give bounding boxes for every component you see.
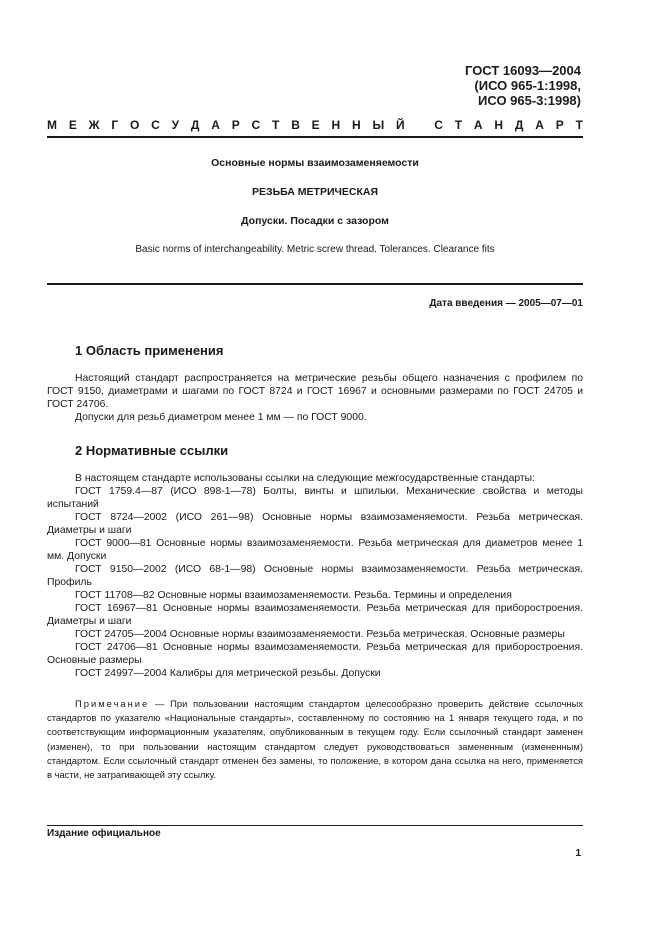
standard-main-title: РЕЗЬБА МЕТРИЧЕСКАЯ bbox=[252, 186, 378, 198]
standard-code-line: ГОСТ 16093—2004 bbox=[465, 63, 581, 78]
section-2-heading: 2 Нормативные ссылки bbox=[75, 443, 229, 458]
standard-code-block bbox=[465, 63, 581, 108]
reference-item: ГОСТ 8724—2002 (ИСО 261—98) Основные нормы взаимозаменяемости. Резьба метрическая. Диаметры и шаги bbox=[47, 512, 583, 536]
edition-label: Издание официальное bbox=[47, 828, 161, 839]
reference-item: ГОСТ 9000—81 Основные нормы взаимозаменяемости. Резьба метрическая для диаметров менее 1 мм. Допуски bbox=[47, 538, 583, 562]
reference-item: ГОСТ 24706—81 Основные нормы взаимозаменяемости. Резьба метрическая для приборостроения. Основные размеры bbox=[47, 642, 583, 666]
paragraph: Настоящий стандарт распространяется на метрические резьбы общего назначения с профилем по ГОСТ 9150, диаметрами и шагами по ГОСТ 8724 и ГОСТ 16967 и основными размерами по ГОСТ 24705 и ГОСТ 24706. bbox=[47, 373, 583, 410]
banner-letter: Р bbox=[231, 118, 240, 132]
effective-date: Дата введения — 2005—07—01 bbox=[429, 298, 583, 309]
iso-reference-line: ИСО 965-3:1998) bbox=[478, 93, 581, 108]
iso-reference-line: (ИСО 965-1:1998, bbox=[474, 78, 581, 93]
section-1-heading: 1 Область применения bbox=[75, 343, 224, 358]
banner-letter: Е bbox=[311, 118, 320, 132]
banner-word-gap bbox=[416, 118, 422, 132]
paragraph: Допуски для резьб диаметром менее 1 мм — по ГОСТ 9000. bbox=[75, 412, 367, 423]
banner-letter: Т bbox=[575, 118, 583, 132]
banner-letter: Н bbox=[351, 118, 361, 132]
banner-letter: С bbox=[151, 118, 160, 132]
english-title: Basic norms of interchangeability. Metric screw thread. Tolerances. Clearance fits bbox=[135, 244, 495, 255]
reference-item: ГОСТ 24705—2004 Основные нормы взаимозаменяемости. Резьба метрическая. Основные размеры bbox=[75, 629, 565, 640]
standard-subtitle: Допуски. Посадки с зазором bbox=[241, 215, 389, 227]
banner-letter: Г bbox=[111, 118, 119, 132]
banner-letter: Д bbox=[190, 118, 200, 132]
banner-letter: Й bbox=[396, 118, 405, 132]
banner-letter: С bbox=[251, 118, 261, 132]
paragraph: В настоящем стандарте использованы ссылки на следующие межгосударственные стандарты: bbox=[75, 473, 536, 484]
banner-letter: Н bbox=[494, 118, 504, 132]
standard-group-title: Основные нормы взаимозаменяемости bbox=[211, 157, 419, 169]
reference-item: ГОСТ 9150—2002 (ИСО 68-1—98) Основные нормы взаимозаменяемости. Резьба метрическая. Профиль bbox=[47, 564, 583, 588]
banner-letter: У bbox=[171, 118, 180, 132]
note-block bbox=[47, 697, 583, 782]
banner-letter: Ж bbox=[88, 118, 100, 132]
page-number: 1 bbox=[575, 848, 581, 859]
note-text: — При пользовании настоящим стандартом целесообразно проверить действие ссылочных стандартов по указателю «Национальные стандарты», составленному по состоянию на 1 января текущего года, и по соответствующим информационным указателям, опубликованным в текущем году. Если ссылочный стандарт заменен (изменен), то при пользовании настоящим стандартом следует руководствоваться замененным (измененным) стандартом. Если ссылочный стандарт отменен без замены, то положение, в котором дана ссылка на него, применяется в части, не затрагивающей эту ссылку. bbox=[47, 698, 583, 781]
header-divider bbox=[47, 136, 583, 138]
banner-letter: О bbox=[129, 118, 140, 132]
banner-letter: Н bbox=[331, 118, 341, 132]
note-lead: Примечание bbox=[75, 698, 150, 709]
section-1-body bbox=[47, 372, 583, 424]
banner-letter: Т bbox=[454, 118, 463, 132]
banner-letter: Е bbox=[68, 118, 77, 132]
interstate-standard-banner bbox=[47, 118, 583, 132]
reference-item: ГОСТ 11708—82 Основные нормы взаимозаменяемости. Резьба. Термины и определения bbox=[75, 590, 512, 601]
section-2-body bbox=[47, 472, 583, 680]
banner-letter: В bbox=[291, 118, 300, 132]
reference-item: ГОСТ 24997—2004 Калибры для метрической резьбы. Допуски bbox=[75, 668, 381, 679]
banner-letter: А bbox=[535, 118, 544, 132]
banner-letter: Д bbox=[514, 118, 524, 132]
banner-letter: М bbox=[47, 118, 57, 132]
banner-letter: Р bbox=[555, 118, 564, 132]
reference-item: ГОСТ 16967—81 Основные нормы взаимозаменяемости. Резьба метрическая для приборостроения. Диаметры и шаги bbox=[47, 603, 583, 627]
banner-letter: А bbox=[211, 118, 220, 132]
banner-letter: А bbox=[473, 118, 483, 132]
banner-letter: С bbox=[434, 118, 443, 132]
title-divider bbox=[47, 283, 583, 285]
reference-item: ГОСТ 1759.4—87 (ИСО 898-1—78) Болты, винты и шпильки. Механические свойства и методы испытаний bbox=[47, 486, 583, 510]
banner-letter: Т bbox=[272, 118, 280, 132]
footer-divider bbox=[47, 825, 583, 826]
banner-letter: Ы bbox=[372, 118, 385, 132]
